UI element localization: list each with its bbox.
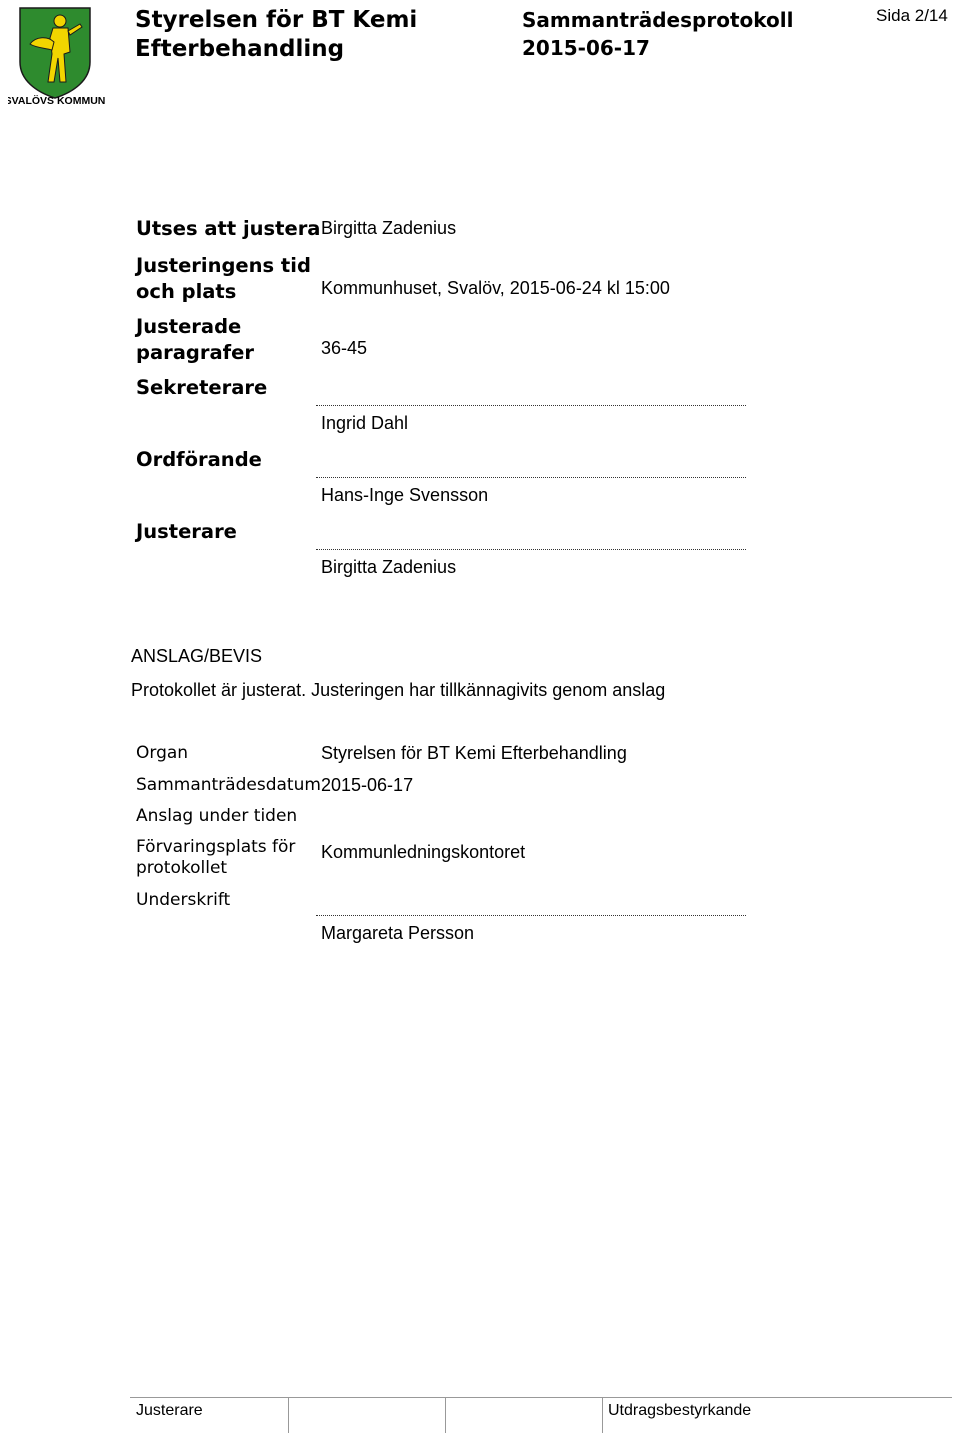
paragrafer-label — [136, 314, 254, 366]
doc-type: Sammanträdesprotokoll — [522, 8, 794, 32]
doc-date: 2015-06-17 — [522, 36, 650, 60]
datum-value: 2015-06-17 — [321, 775, 414, 795]
municipality-logo — [8, 4, 108, 108]
forvaring-label-line2: protokollet — [136, 858, 228, 878]
tid-label — [136, 253, 311, 305]
sekreterare-signature-line — [316, 405, 746, 406]
ordforande-name: Hans-Inge Svensson — [321, 485, 489, 505]
footer-justerare: Justerare — [136, 1402, 203, 1419]
forvaring-label — [136, 837, 295, 879]
sekreterare-label: Sekreterare — [136, 376, 268, 399]
anslag-tiden-label: Anslag under tiden — [136, 806, 298, 826]
anslag-title: ANSLAG/BEVIS — [131, 646, 263, 666]
logo-text: SVALÖVS KOMMUN — [8, 95, 106, 107]
footer-divider-2 — [445, 1397, 446, 1433]
paragrafer-label-line1: Justerade — [136, 315, 242, 338]
footer-rule — [130, 1397, 952, 1398]
ordforande-signature-line — [316, 477, 746, 478]
page-number: Sida 2/14 — [876, 6, 948, 25]
forvaring-value: Kommunledningskontoret — [321, 842, 526, 862]
ordforande-label: Ordförande — [136, 448, 262, 471]
org-title — [135, 6, 417, 64]
paragrafer-value: 36-45 — [321, 338, 368, 358]
sekreterare-name: Ingrid Dahl — [321, 413, 409, 433]
justerare-signature-line — [316, 549, 746, 550]
justerare-label: Justerare — [136, 520, 237, 543]
anslag-text: Protokollet är justerat. Justeringen har tillkännagivits genom anslag — [131, 680, 666, 700]
underskrift-label: Underskrift — [136, 890, 231, 910]
utses-label: Utses att justera — [136, 217, 321, 240]
tid-value: Kommunhuset, Svalöv, 2015-06-24 kl 15:00 — [321, 278, 670, 298]
org-title-line1: Styrelsen för BT Kemi — [135, 7, 418, 33]
organ-value: Styrelsen för BT Kemi Efterbehandling — [321, 743, 627, 763]
underskrift-name: Margareta Persson — [321, 923, 475, 943]
footer-divider-3 — [602, 1397, 603, 1433]
footer-utdrag: Utdragsbestyrkande — [608, 1402, 752, 1419]
underskrift-signature-line — [316, 915, 746, 916]
tid-label-line1: Justeringens tid — [136, 254, 311, 277]
tid-label-line2: och plats — [136, 280, 237, 303]
justerare-name: Birgitta Zadenius — [321, 557, 457, 577]
forvaring-label-line1: Förvaringsplats för — [136, 837, 296, 857]
doc-title — [522, 6, 793, 62]
org-title-line2: Efterbehandling — [135, 36, 345, 62]
paragrafer-label-line2: paragrafer — [136, 341, 254, 364]
footer-divider-1 — [288, 1397, 289, 1433]
datum-label: Sammanträdesdatum — [136, 775, 321, 795]
utses-value: Birgitta Zadenius — [321, 218, 457, 238]
organ-label: Organ — [136, 743, 189, 763]
